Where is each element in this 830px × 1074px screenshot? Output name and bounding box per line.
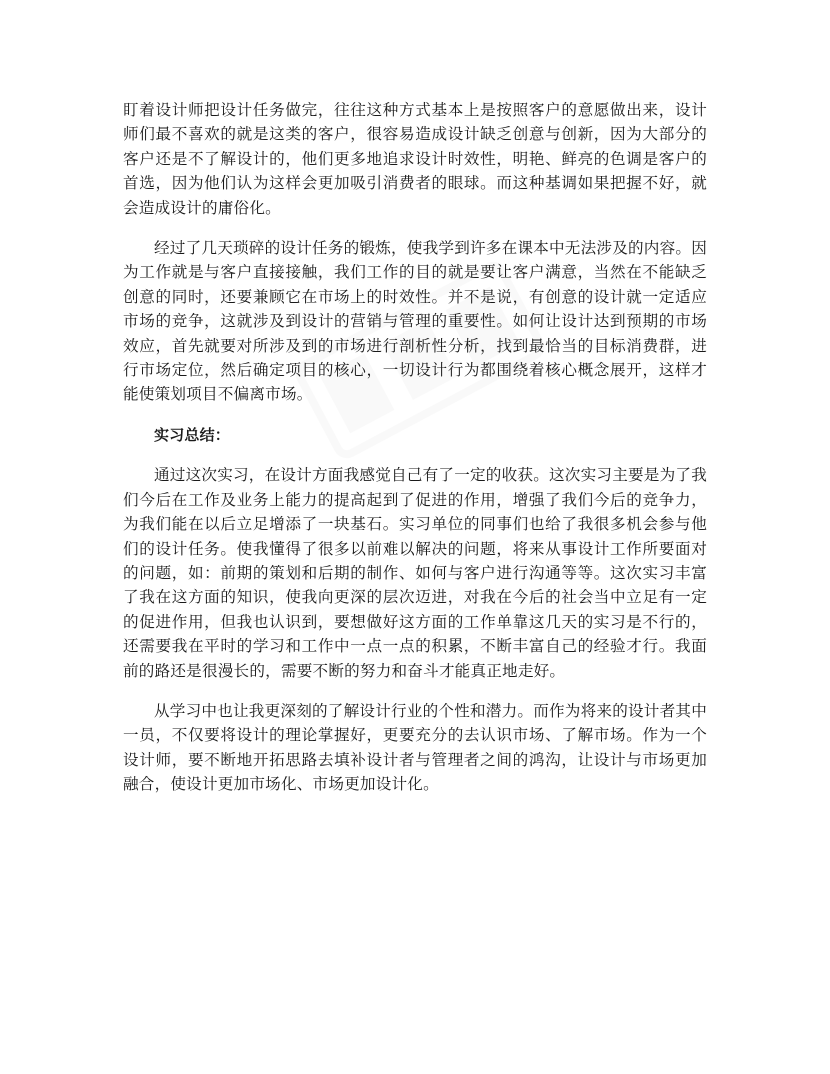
paragraph-2: 经过了几天琐碎的设计任务的锻炼，使我学到许多在课本中无法涉及的内容。因为工作就是与客户直接接触，我们工作的目的就是要让客户满意，当然在不能缺乏创意的同时，还要兼顾它在市场上的时效性。并不是说，有创意的设计就一定适应市场的竞争，这就涉及到设计的营销与管理的重要性。如何让设计达到预期的市场效应，首先就要对所涉及到的市场进行剖析性分析，找到最恰当的目标消费群，进行市场定位，然后确定项目的核心，一切设计行为都围绕着核心概念展开，这样才能使策划项目不偏离市场。 (123, 239, 707, 404)
paragraph-4: 从学习中也让我更深刻的了解设计行业的个性和潜力。而作为将来的设计者其中一员，不仅要将设计的理论掌握好，更要充分的去认识市场、了解市场。作为一个设计师，要不断地开拓思路去填补设计者与管理者之间的鸿沟，让设计与市场更加融合，使设计更加市场化、市场更加设计化。 (123, 701, 707, 794)
paragraph-3: 通过这次实习，在设计方面我感觉自己有了一定的收获。这次实习主要是为了我们今后在工作及业务上能力的提高起到了促进的作用，增强了我们今后的竞争力，为我们能在以后立足增添了一块基石。实习单位的同事们也给了我很多机会参与他们的设计任务。使我懂得了很多以前难以解决的问题，将来从事设计工作所要面对的问题，如：前期的策划和后期的制作、如何与客户进行沟通等等。这次实习丰富了我在这方面的知识，使我向更深的层次迈进，对我在今后的社会当中立足有一定的促进作用，但我也认识到，要想做好这方面的工作单靠这几天的实习是不行的，还需要我在平时的学习和工作中一点一点的积累，不断丰富自己的经验才行。我面前的路还是很漫长的，需要不断的努力和奋斗才能真正地走好。 (123, 466, 707, 680)
document-body (123, 98, 707, 813)
section-heading: 实习总结： (154, 425, 231, 444)
paragraph-1: 盯着设计师把设计任务做完，往往这种方式基本上是按照客户的意愿做出来，设计师们最不喜欢的就是这类的客户，很容易造成设计缺乏创意与创新，因为大部分的客户还是不了解设计的，他们更多地追求设计时效性，明艳、鲜亮的色调是客户的首选，因为他们认为这样会更加吸引消费者的眼球。而这种基调如果把握不好，就会造成设计的庸俗化。 (123, 101, 707, 217)
